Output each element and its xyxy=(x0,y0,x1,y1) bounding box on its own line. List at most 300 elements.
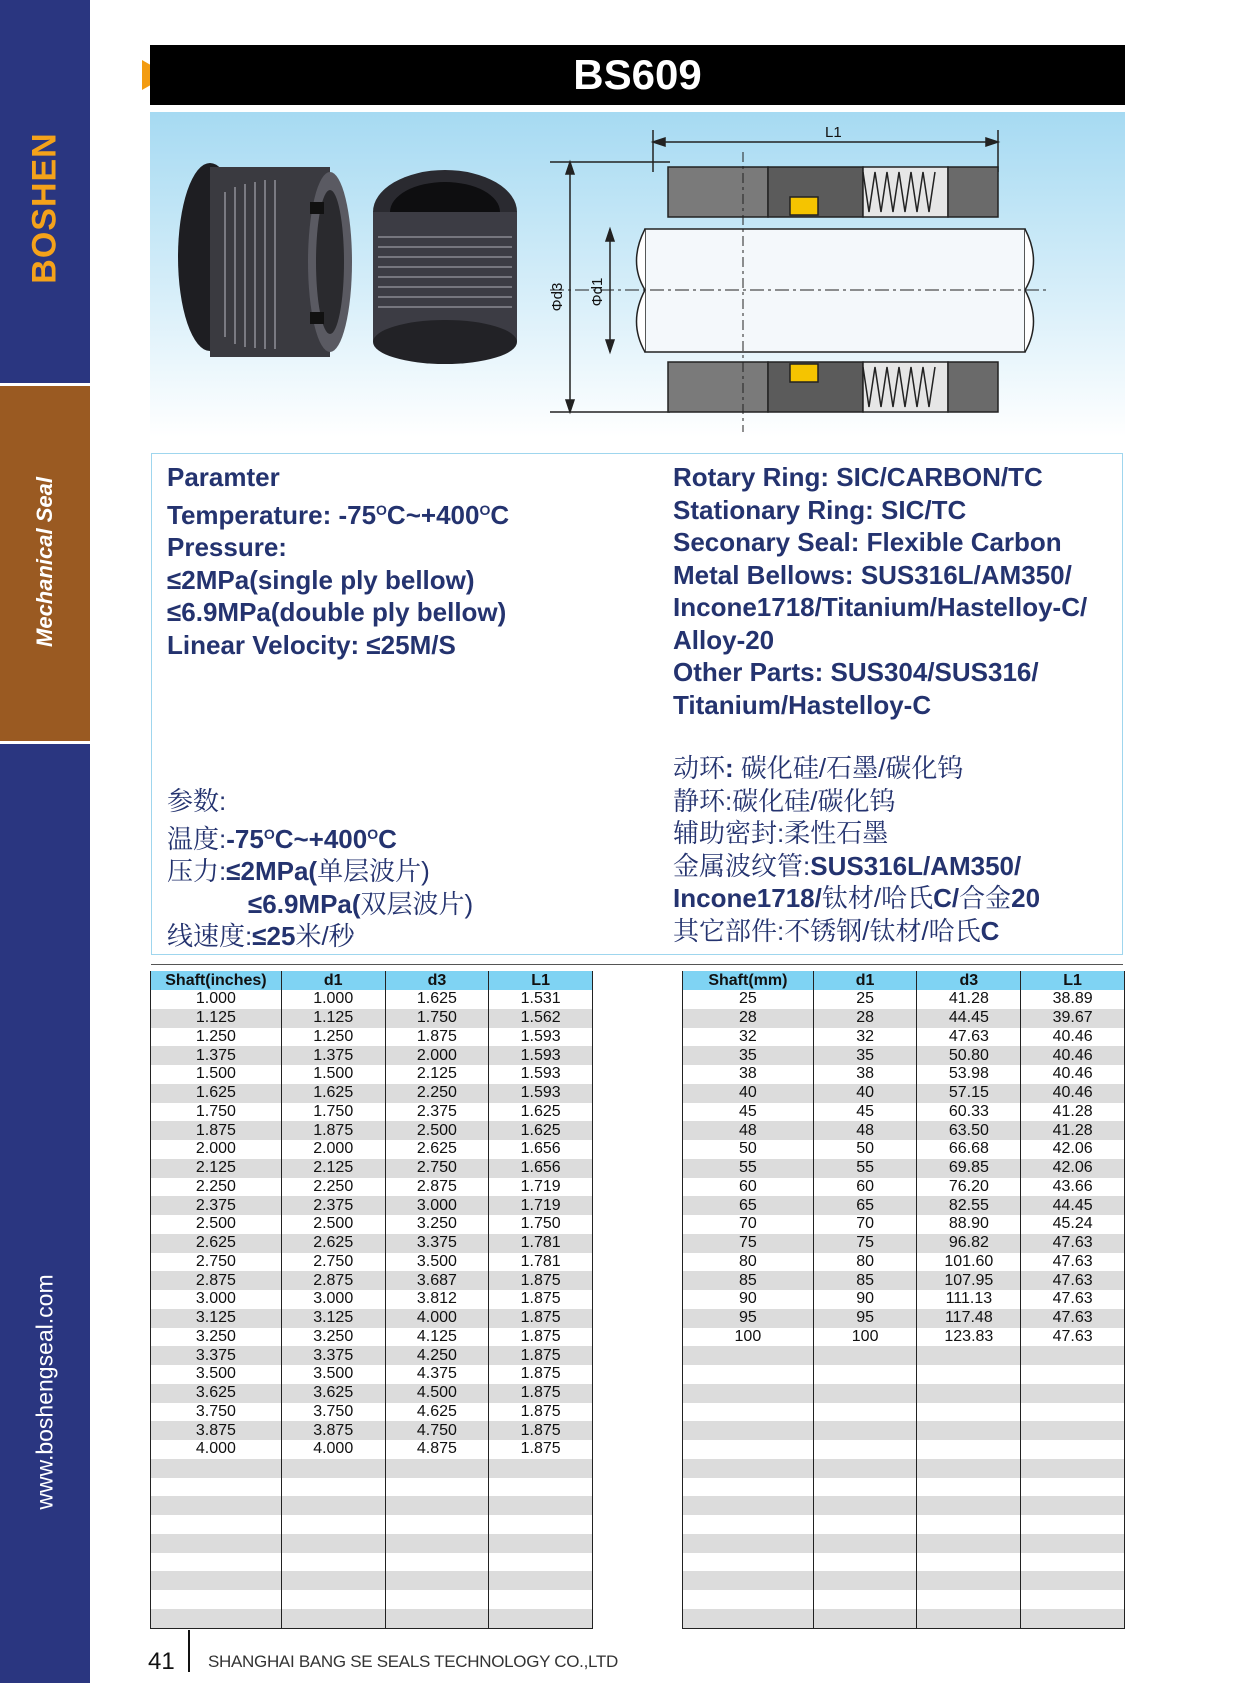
table-cell: 2.625 xyxy=(281,1234,385,1253)
table-cell: 25 xyxy=(683,990,814,1009)
table-cell: 1.750 xyxy=(151,1103,282,1122)
table-cell: 3.375 xyxy=(385,1234,489,1253)
table-cell: 80 xyxy=(813,1253,917,1272)
table-cell: 2.750 xyxy=(385,1159,489,1178)
brand-logo: BOSHEN xyxy=(25,132,64,284)
table-cell xyxy=(917,1496,1021,1515)
table-cell: 1.875 xyxy=(489,1309,593,1328)
table-cell: 1.562 xyxy=(489,1009,593,1028)
table-cell: 65 xyxy=(813,1196,917,1215)
table-row xyxy=(151,1009,593,1028)
table-cell: 1.875 xyxy=(385,1028,489,1047)
table-cell: 2.625 xyxy=(385,1140,489,1159)
table-cell xyxy=(151,1534,282,1553)
table-row xyxy=(683,1384,1125,1403)
table-cell: 44.45 xyxy=(917,1009,1021,1028)
table-cell: 40.46 xyxy=(1021,1065,1125,1084)
table-cell: 80 xyxy=(683,1253,814,1272)
table-cell xyxy=(813,1571,917,1590)
table-cell: 3.375 xyxy=(151,1346,282,1365)
table-row xyxy=(151,1534,593,1553)
table-cell: 3.125 xyxy=(151,1309,282,1328)
table-cell: 47.63 xyxy=(1021,1290,1125,1309)
table-cell: 47.63 xyxy=(1021,1271,1125,1290)
table-cell xyxy=(385,1571,489,1590)
table-cell: 41.28 xyxy=(1021,1103,1125,1122)
table-row xyxy=(683,1103,1125,1122)
table-cell xyxy=(917,1553,1021,1572)
table-cell: 4.000 xyxy=(281,1440,385,1459)
cn-param-rotary: 动环: 碳化硅/石墨/碳化钨 xyxy=(673,753,964,783)
table-cell: 40.46 xyxy=(1021,1084,1125,1103)
table-row xyxy=(151,1084,593,1103)
table-cell: 2.375 xyxy=(281,1196,385,1215)
cn-param-other: 其它部件:不锈钢/钛材/哈氏C xyxy=(673,915,1000,946)
table-row xyxy=(151,1178,593,1197)
table-cell: 55 xyxy=(813,1159,917,1178)
table-cell: 35 xyxy=(683,1046,814,1065)
table-cell xyxy=(1021,1403,1125,1422)
table-row xyxy=(683,1084,1125,1103)
cn-param-pressure-single: 压力:≤2MPa(单层波片) xyxy=(167,856,430,886)
table-row xyxy=(683,1534,1125,1553)
section-label: Mechanical Seal xyxy=(32,477,57,647)
table-cell: 3.500 xyxy=(281,1365,385,1384)
table-cell xyxy=(813,1403,917,1422)
table-cell: 2.500 xyxy=(151,1215,282,1234)
table-row xyxy=(151,1196,593,1215)
table-row xyxy=(151,1553,593,1572)
table-row xyxy=(683,1121,1125,1140)
table-cell: 38 xyxy=(813,1065,917,1084)
table-cell xyxy=(917,1571,1021,1590)
website-link[interactable]: www.boshengseal.com xyxy=(31,1274,58,1510)
table-row xyxy=(683,1403,1125,1422)
table-cell: 88.90 xyxy=(917,1215,1021,1234)
table-cell: 3.250 xyxy=(385,1215,489,1234)
params-en-right xyxy=(673,461,1087,721)
table-cell xyxy=(489,1534,593,1553)
table-cell: 95 xyxy=(813,1309,917,1328)
table-cell: 1.593 xyxy=(489,1028,593,1047)
cn-param-pressure-double: ≤6.9MPa(双层波片) xyxy=(248,888,474,919)
table-cell: 1.593 xyxy=(489,1084,593,1103)
table-cell xyxy=(917,1515,1021,1534)
table-cell xyxy=(151,1609,282,1628)
table-cell xyxy=(683,1459,814,1478)
table-row xyxy=(151,1515,593,1534)
param-secondary-seal: Seconary Seal: Flexible Carbon xyxy=(673,527,1062,557)
table-cell: 1.000 xyxy=(151,990,282,1009)
table-cell xyxy=(683,1571,814,1590)
table-cell: 3.875 xyxy=(151,1421,282,1440)
table-cell: 1.250 xyxy=(281,1028,385,1047)
table-cell: 96.82 xyxy=(917,1234,1021,1253)
table-cell: 1.125 xyxy=(151,1009,282,1028)
table-row xyxy=(683,1571,1125,1590)
table-row xyxy=(683,1196,1125,1215)
col-header: Shaft(inches) xyxy=(151,971,282,990)
table-cell xyxy=(489,1553,593,1572)
table-cell xyxy=(1021,1346,1125,1365)
table-cell: 40 xyxy=(683,1084,814,1103)
table-cell xyxy=(813,1515,917,1534)
table-cell: 2.625 xyxy=(151,1234,282,1253)
table-cell xyxy=(281,1478,385,1497)
table-cell: 4.125 xyxy=(385,1328,489,1347)
table-cell: 42.06 xyxy=(1021,1159,1125,1178)
table-cell: 3.875 xyxy=(281,1421,385,1440)
cn-param-bellows: 金属波纹管:SUS316L/AM350/ xyxy=(673,850,1022,881)
table-cell: 44.45 xyxy=(1021,1196,1125,1215)
table-cell xyxy=(151,1553,282,1572)
table-cell xyxy=(281,1496,385,1515)
table-row xyxy=(683,1028,1125,1047)
table-cell xyxy=(489,1609,593,1628)
table-row xyxy=(683,1346,1125,1365)
table-cell xyxy=(1021,1478,1125,1497)
table-cell: 45.24 xyxy=(1021,1215,1125,1234)
table-cell: 85 xyxy=(813,1271,917,1290)
table-cell xyxy=(151,1590,282,1609)
table-cell: 1.625 xyxy=(281,1084,385,1103)
table-cell: 2.500 xyxy=(281,1215,385,1234)
table-cell: 40.46 xyxy=(1021,1046,1125,1065)
table-header-row xyxy=(683,971,1125,990)
table-row xyxy=(151,1590,593,1609)
table-cell: 2.750 xyxy=(281,1253,385,1272)
param-other-parts-cont: Titanium/Hastelloy-C xyxy=(673,689,932,720)
param-stationary-ring: Stationary Ring: SIC/TC xyxy=(673,494,967,525)
table-cell xyxy=(813,1590,917,1609)
product-title: BS609 xyxy=(150,45,1125,105)
table-cell: 55 xyxy=(683,1159,814,1178)
table-cell: 1.875 xyxy=(489,1290,593,1309)
table-cell: 1.875 xyxy=(489,1271,593,1290)
table-cell: 90 xyxy=(813,1290,917,1309)
table-cell xyxy=(683,1403,814,1422)
table-cell xyxy=(917,1534,1021,1553)
table-cell xyxy=(281,1553,385,1572)
table-cell xyxy=(813,1534,917,1553)
table-cell xyxy=(683,1421,814,1440)
table-row xyxy=(683,1478,1125,1497)
table-row xyxy=(683,1065,1125,1084)
table-cell: 4.750 xyxy=(385,1421,489,1440)
table-cell xyxy=(813,1365,917,1384)
table-cell: 1.719 xyxy=(489,1178,593,1197)
table-cell xyxy=(917,1478,1021,1497)
table-cell: 32 xyxy=(683,1028,814,1047)
param-heading: Paramter xyxy=(167,462,280,492)
table-cell xyxy=(813,1421,917,1440)
table-cell xyxy=(683,1515,814,1534)
table-cell: 1.625 xyxy=(385,990,489,1009)
table-cell: 4.875 xyxy=(385,1440,489,1459)
table-cell xyxy=(917,1365,1021,1384)
table-cell: 2.000 xyxy=(385,1046,489,1065)
table-cell: 1.750 xyxy=(281,1103,385,1122)
table-cell: 25 xyxy=(813,990,917,1009)
table-cell: 1.625 xyxy=(489,1103,593,1122)
table-cell: 70 xyxy=(683,1215,814,1234)
table-cell xyxy=(683,1496,814,1515)
param-temperature: Temperature: $-75^OC\sim+400^OC$ xyxy=(167,499,510,530)
table-cell: 100 xyxy=(683,1328,814,1347)
table-cell: 2.500 xyxy=(385,1121,489,1140)
table-cell: 1.719 xyxy=(489,1196,593,1215)
table-cell xyxy=(917,1346,1021,1365)
table-cell xyxy=(1021,1553,1125,1572)
col-header: d1 xyxy=(281,971,385,990)
table-cell xyxy=(813,1609,917,1628)
table-cell: 48 xyxy=(683,1121,814,1140)
params-cn-left xyxy=(167,785,473,953)
table-cell xyxy=(917,1421,1021,1440)
table-cell: 28 xyxy=(683,1009,814,1028)
col-header: d3 xyxy=(917,971,1021,990)
table-cell: 60.33 xyxy=(917,1103,1021,1122)
table-cell: 60 xyxy=(813,1178,917,1197)
table-cell: 57.15 xyxy=(917,1084,1021,1103)
table-cell: 45 xyxy=(813,1103,917,1122)
table-cell: 1.375 xyxy=(281,1046,385,1065)
table-cell: 1.750 xyxy=(385,1009,489,1028)
table-cell: 2.875 xyxy=(151,1271,282,1290)
table-row xyxy=(683,1271,1125,1290)
table-cell: 47.63 xyxy=(1021,1328,1125,1347)
table-cell xyxy=(1021,1496,1125,1515)
table-cell xyxy=(1021,1459,1125,1478)
table-cell: 117.48 xyxy=(917,1309,1021,1328)
table-row xyxy=(683,1159,1125,1178)
table-cell xyxy=(1021,1421,1125,1440)
col-header: L1 xyxy=(489,971,593,990)
table-cell: 107.95 xyxy=(917,1271,1021,1290)
table-cell xyxy=(1021,1609,1125,1628)
table-cell: 40 xyxy=(813,1084,917,1103)
table-cell: 95 xyxy=(683,1309,814,1328)
table-row xyxy=(683,1009,1125,1028)
table-cell xyxy=(385,1478,489,1497)
table-cell xyxy=(281,1590,385,1609)
product-illustration xyxy=(150,112,1125,437)
table-cell: 2.375 xyxy=(385,1103,489,1122)
cn-param-stationary: 静环:碳化硅/碳化钨 xyxy=(673,785,896,816)
table-cell: 4.000 xyxy=(385,1309,489,1328)
table-cell: 47.63 xyxy=(1021,1309,1125,1328)
table-cell xyxy=(385,1496,489,1515)
seal-photo-left xyxy=(178,163,352,357)
table-row xyxy=(683,1590,1125,1609)
table-cell xyxy=(489,1459,593,1478)
table-row xyxy=(151,990,593,1009)
table-cell xyxy=(1021,1365,1125,1384)
table-cell: 2.000 xyxy=(281,1140,385,1159)
table-row xyxy=(683,1309,1125,1328)
table-cell: 75 xyxy=(683,1234,814,1253)
table-row xyxy=(683,1609,1125,1628)
table-row xyxy=(151,1309,593,1328)
table-cell: 47.63 xyxy=(1021,1234,1125,1253)
table-row xyxy=(151,1103,593,1122)
table-cell xyxy=(385,1515,489,1534)
table-cell xyxy=(1021,1534,1125,1553)
cn-param-secondary: 辅助密封:柔性石墨 xyxy=(673,818,889,848)
table-cell: 2.250 xyxy=(281,1178,385,1197)
table-cell xyxy=(489,1496,593,1515)
table-cell xyxy=(683,1440,814,1459)
table-cell: 2.125 xyxy=(385,1065,489,1084)
table-row xyxy=(151,1159,593,1178)
footer-separator xyxy=(188,1630,190,1672)
table-cell: 65 xyxy=(683,1196,814,1215)
table-cell: 2.250 xyxy=(151,1178,282,1197)
table-cell: 40.46 xyxy=(1021,1028,1125,1047)
table-cell: 3.750 xyxy=(151,1403,282,1422)
table-row xyxy=(151,1215,593,1234)
table-cell: 60 xyxy=(683,1178,814,1197)
table-header-row xyxy=(151,971,593,990)
table-cell: 1.000 xyxy=(281,990,385,1009)
table-cell xyxy=(1021,1440,1125,1459)
table-cell: 4.625 xyxy=(385,1403,489,1422)
table-cell: 3.250 xyxy=(151,1328,282,1347)
table-cell: 1.875 xyxy=(489,1365,593,1384)
table-row xyxy=(151,1384,593,1403)
section-divider xyxy=(151,964,1123,965)
table-row xyxy=(151,1028,593,1047)
table-row xyxy=(683,1140,1125,1159)
table-cell: 1.875 xyxy=(489,1403,593,1422)
table-cell: 1.625 xyxy=(489,1121,593,1140)
table-cell xyxy=(385,1590,489,1609)
table-row xyxy=(151,1421,593,1440)
table-row xyxy=(683,990,1125,1009)
table-cell xyxy=(1021,1571,1125,1590)
table-cell: 50.80 xyxy=(917,1046,1021,1065)
table-row xyxy=(151,1121,593,1140)
table-cell: 1.781 xyxy=(489,1234,593,1253)
table-row xyxy=(683,1440,1125,1459)
table-cell: 42.06 xyxy=(1021,1140,1125,1159)
table-cell: 101.60 xyxy=(917,1253,1021,1272)
table-cell xyxy=(683,1590,814,1609)
table-cell: 69.85 xyxy=(917,1159,1021,1178)
dim-label-d1: Φd1 xyxy=(589,277,606,307)
table-cell xyxy=(281,1459,385,1478)
table-row xyxy=(151,1046,593,1065)
table-row xyxy=(151,1346,593,1365)
table-cell: 1.875 xyxy=(489,1440,593,1459)
table-cell xyxy=(917,1403,1021,1422)
table-cell: 43.66 xyxy=(1021,1178,1125,1197)
param-pressure-single: ≤2MPa(single ply bellow) xyxy=(167,564,475,595)
param-velocity: Linear Velocity: ≤25M/S xyxy=(167,629,456,660)
table-row xyxy=(151,1140,593,1159)
table-cell xyxy=(385,1459,489,1478)
table-cell: 50 xyxy=(813,1140,917,1159)
table-cell xyxy=(917,1609,1021,1628)
table-row xyxy=(151,1253,593,1272)
table-cell: 76.20 xyxy=(917,1178,1021,1197)
table-cell: 3.500 xyxy=(385,1253,489,1272)
table-cell: 63.50 xyxy=(917,1121,1021,1140)
table-row xyxy=(151,1234,593,1253)
table-cell: 3.625 xyxy=(151,1384,282,1403)
table-row xyxy=(151,1571,593,1590)
table-cell xyxy=(1021,1590,1125,1609)
table-cell: 2.875 xyxy=(385,1178,489,1197)
table-cell: 2.125 xyxy=(281,1159,385,1178)
table-row xyxy=(683,1421,1125,1440)
table-cell xyxy=(683,1365,814,1384)
table-cell: 82.55 xyxy=(917,1196,1021,1215)
table-row xyxy=(683,1253,1125,1272)
table-cell: 32 xyxy=(813,1028,917,1047)
table-row xyxy=(683,1234,1125,1253)
table-cell xyxy=(683,1346,814,1365)
page-number: 41 xyxy=(148,1648,175,1675)
table-cell xyxy=(917,1459,1021,1478)
table-cell: 1.625 xyxy=(151,1084,282,1103)
seal-photo-right xyxy=(373,170,517,364)
table-cell: 3.500 xyxy=(151,1365,282,1384)
table-row xyxy=(683,1553,1125,1572)
table-cell: 47.63 xyxy=(1021,1253,1125,1272)
table-cell: 38 xyxy=(683,1065,814,1084)
table-cell xyxy=(281,1534,385,1553)
table-cell xyxy=(683,1553,814,1572)
table-cell xyxy=(151,1459,282,1478)
table-cell xyxy=(385,1534,489,1553)
table-row xyxy=(151,1365,593,1384)
table-cell: 2.375 xyxy=(151,1196,282,1215)
table-row xyxy=(683,1328,1125,1347)
table-cell: 1.250 xyxy=(151,1028,282,1047)
spec-table-mm xyxy=(682,971,1125,1629)
table-cell: 1.593 xyxy=(489,1046,593,1065)
table-cell: 3.000 xyxy=(151,1290,282,1309)
table-cell: 3.375 xyxy=(281,1346,385,1365)
table-cell: 2.000 xyxy=(151,1140,282,1159)
table-cell: 1.500 xyxy=(151,1065,282,1084)
table-row xyxy=(151,1440,593,1459)
table-cell xyxy=(917,1440,1021,1459)
col-header: L1 xyxy=(1021,971,1125,990)
table-cell xyxy=(281,1609,385,1628)
table-cell xyxy=(1021,1515,1125,1534)
table-cell: 28 xyxy=(813,1009,917,1028)
table-cell: 85 xyxy=(683,1271,814,1290)
dim-label-d3: Φd3 xyxy=(549,282,566,312)
table-cell xyxy=(489,1590,593,1609)
table-cell xyxy=(683,1478,814,1497)
table-cell: 4.375 xyxy=(385,1365,489,1384)
table-cell: 1.875 xyxy=(151,1121,282,1140)
table-cell: 2.250 xyxy=(385,1084,489,1103)
table-cell: 4.000 xyxy=(151,1440,282,1459)
table-cell: 1.656 xyxy=(489,1159,593,1178)
table-cell: 3.750 xyxy=(281,1403,385,1422)
table-cell xyxy=(151,1515,282,1534)
params-cn-right xyxy=(673,752,1040,947)
table-row xyxy=(151,1065,593,1084)
table-cell xyxy=(281,1571,385,1590)
table-cell: 41.28 xyxy=(917,990,1021,1009)
table-row xyxy=(683,1496,1125,1515)
table-cell xyxy=(281,1515,385,1534)
